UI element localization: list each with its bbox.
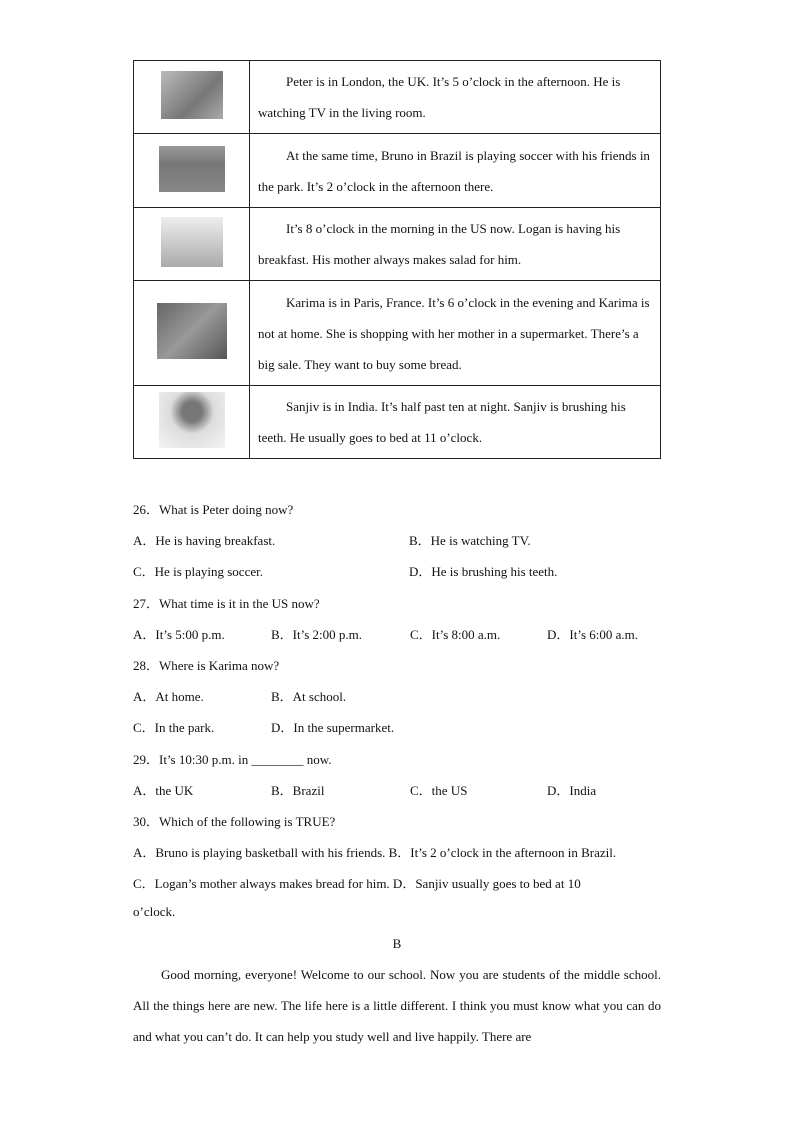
- question-27: 27．What time is it in the US now?: [133, 596, 320, 611]
- table-row: [134, 134, 661, 208]
- question-30: 30．Which of the following is TRUE?: [133, 814, 336, 829]
- option: A．Bruno is playing basketball with his friends. B．It’s 2 o’clock in the afternoon in Brazil.: [133, 845, 617, 860]
- section-heading: B: [392, 936, 402, 951]
- table-row: [134, 208, 661, 281]
- option: C．Logan’s mother always makes bread for him. D．Sanjiv usually goes to bed at 10: [133, 876, 581, 891]
- passage-paragraph: Good morning, everyone! Welcome to our school. Now you are students of the middle school. All the things here are new. The life here is a little different. I think you must know what you can do and what you can’t do. It can help you study well and live happily. There are: [133, 967, 661, 1044]
- tv-watching-image: [161, 71, 223, 119]
- option: C．In the park.: [133, 720, 215, 735]
- question-26: 26．What is Peter doing now?: [133, 502, 294, 517]
- row-text: Peter is in London, the UK. It’s 5 o’clock in the afternoon. He is watching TV in the living room.: [250, 61, 661, 134]
- row-text: Sanjiv is in India. It’s half past ten at night. Sanjiv is brushing his teeth. He usually goes to bed at 11 o’clock.: [250, 386, 661, 459]
- option: C．He is playing soccer.: [133, 564, 263, 579]
- girl-eating-image: [157, 303, 227, 359]
- breakfast-image: [161, 217, 223, 267]
- option: o’clock.: [133, 904, 176, 919]
- option: A．At home.: [133, 689, 204, 704]
- option: A．He is having breakfast.: [133, 533, 276, 548]
- table-row: [134, 281, 661, 386]
- table-row: [134, 61, 661, 134]
- row-text: Karima is in Paris, France. It’s 6 o’clock in the evening and Karima is not at home. She is shopping with her mother in a supermarket. There’s a big sale. They want to buy some bread.: [250, 281, 661, 386]
- option: B．Brazil: [271, 783, 325, 798]
- option: B．He is watching TV.: [409, 533, 531, 548]
- row-text: It’s 8 o’clock in the morning in the US now. Logan is having his breakfast. His mother always makes salad for him.: [250, 208, 661, 281]
- option: A．the UK: [133, 783, 194, 798]
- soccer-image: [159, 146, 225, 192]
- row-text: At the same time, Bruno in Brazil is playing soccer with his friends in the park. It’s 2 o’clock in the afternoon there.: [250, 134, 661, 208]
- reading-table: [133, 60, 661, 459]
- option: A．It’s 5:00 p.m.: [133, 627, 225, 642]
- option: C．It’s 8:00 a.m.: [410, 627, 501, 642]
- option: D．He is brushing his teeth.: [409, 564, 558, 579]
- option: B．At school.: [271, 689, 347, 704]
- option: D．In the supermarket.: [271, 720, 395, 735]
- question-29: 29．It’s 10:30 p.m. in ________ now.: [133, 752, 332, 767]
- brushing-teeth-image: [159, 392, 225, 448]
- option: C．the US: [410, 783, 468, 798]
- option: B．It’s 2:00 p.m.: [271, 627, 363, 642]
- option: D．It’s 6:00 a.m.: [547, 627, 638, 642]
- option: D．India: [547, 783, 597, 798]
- table-row: [134, 386, 661, 459]
- question-28: 28．Where is Karima now?: [133, 658, 280, 673]
